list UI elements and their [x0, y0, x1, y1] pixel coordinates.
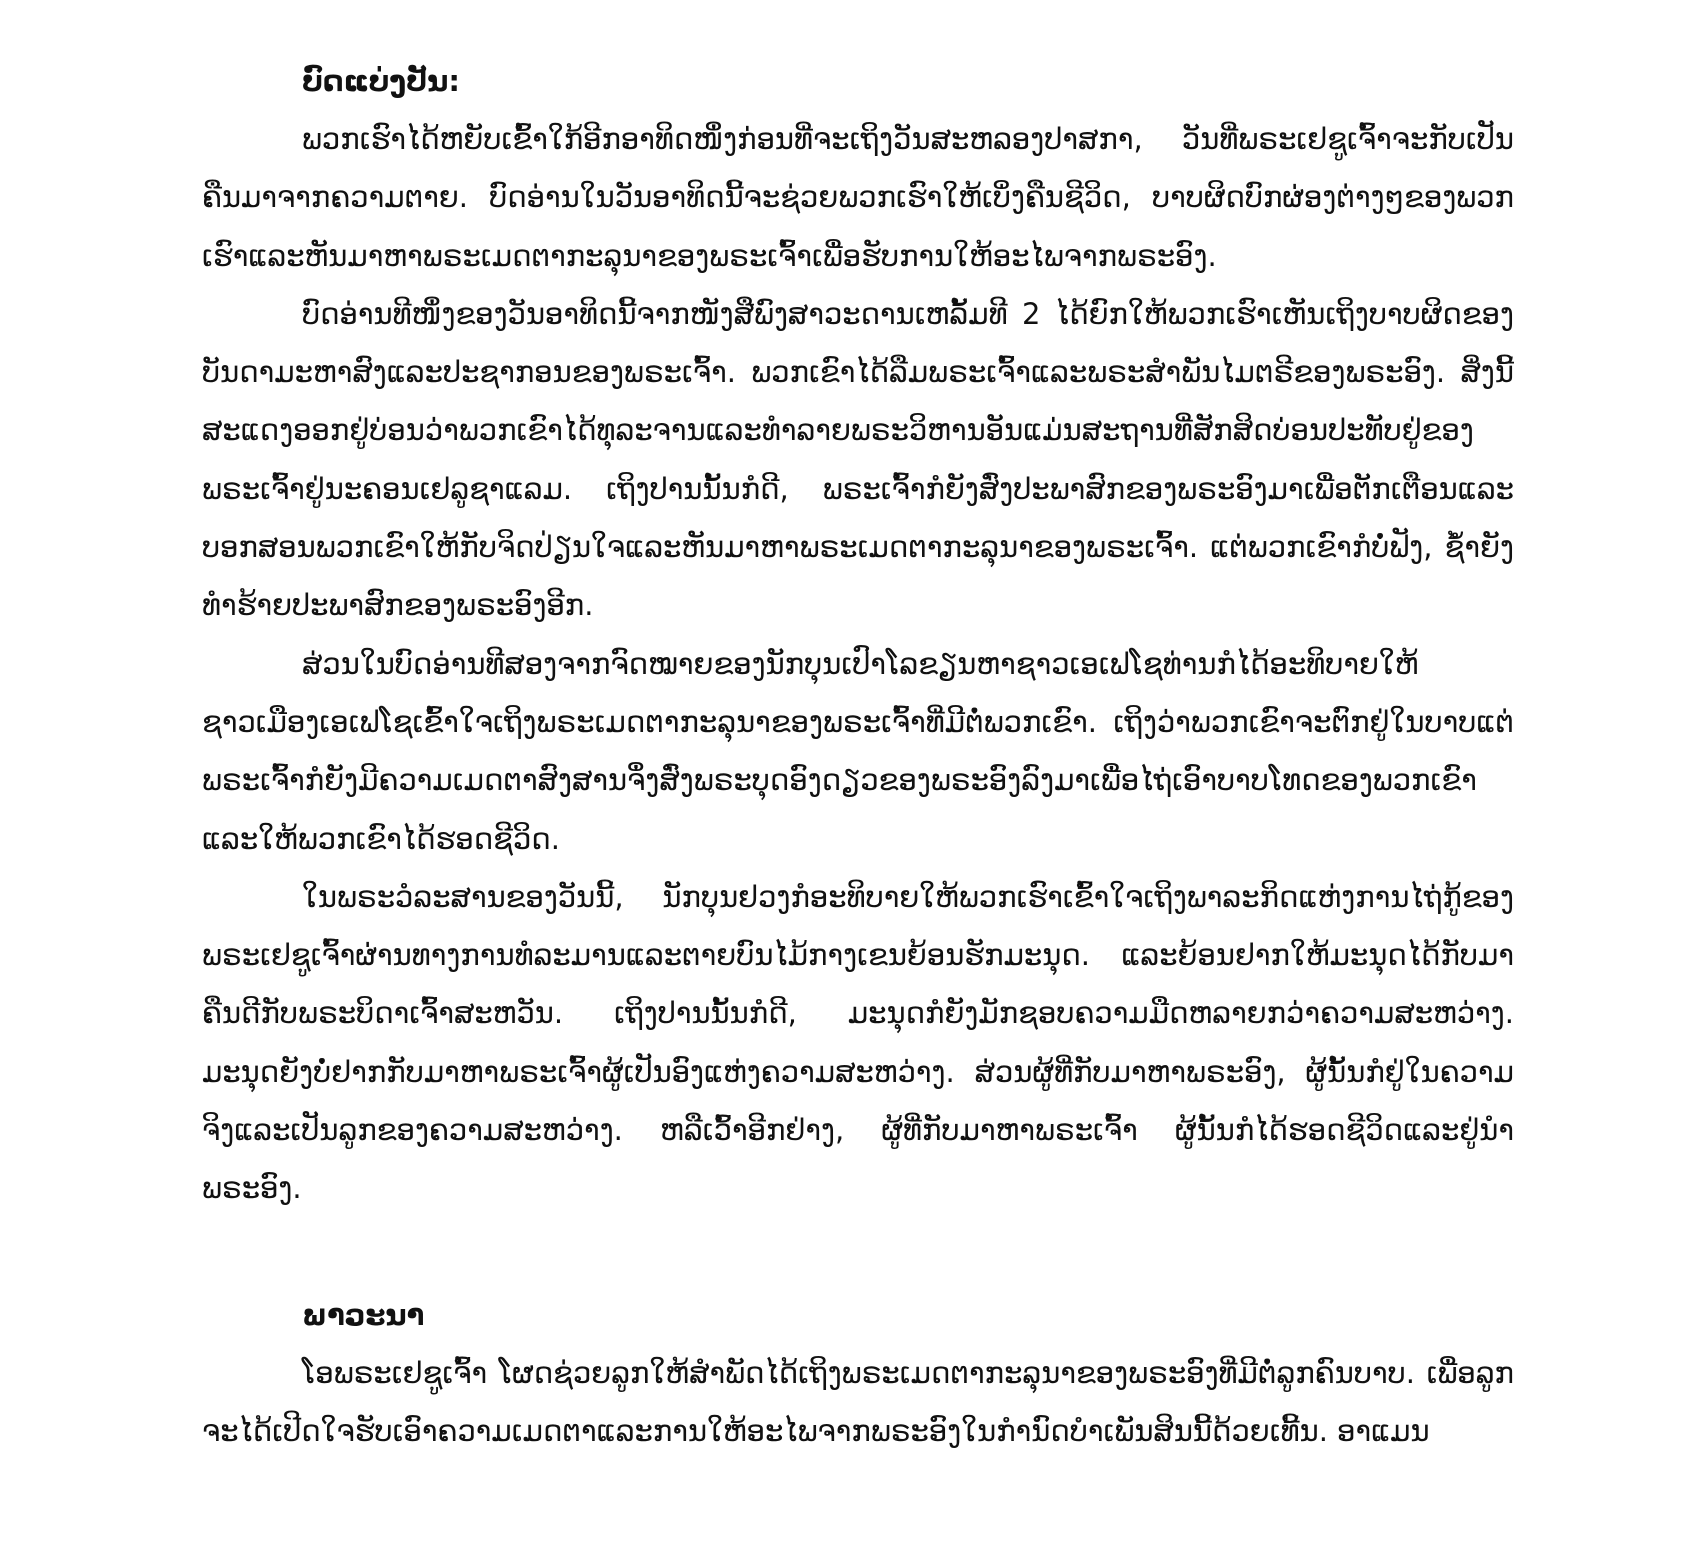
sharing-paragraph-1: ພວກເຮົາໄດ້ຫຍັບເຂົ້າໃກ້ອີກອາທິດໜຶ່ງກ່ອນທີ່ຈະເຖິງວັນສະຫລອງປາສກາ, ວັນທີ່ພຣະເຢຊູເຈົ້າຈະກັບເປັນຄືນມາຈາກຄວາມຕາຍ. ບົດອ່ານໃນວັນອາທິດນີ້ຈະຊ່ວຍພວກເຮົາໃຫ້ເບິ່ງຄືນຊີວິດ, ບາບຜິດບົກຜ່ອງຕ່າງໆຂອງພວກເຮົາແລະຫັນມາຫາພຣະເມດຕາກະລຸນາຂອງພຣະເຈົ້າເພື່ອຮັບການໃຫ້ອະໄພຈາກພຣະອົງ. — [202, 122, 1514, 273]
sharing-paragraph-3: ສ່ວນໃນບົດອ່ານທີສອງຈາກຈົດໝາຍຂອງນັກບຸນເປົາໂລຂຽນຫາຊາວເອເຟໂຊທ່ານກໍໄດ້ອະທິບາຍໃຫ້ຊາວເມືອງເອເຟໂຊເຂົ້າໃຈເຖິງພຣະເມດຕາກະລຸນາຂອງພຣະເຈົ້າທີ່ມີຕໍ່ພວກເຂົາ. ເຖິງວ່າພວກເຂົາຈະຕົກຢູ່ໃນບາບແຕ່ພຣະເຈົ້າກໍຍັງມີຄວາມເມດຕາສົງສານຈຶ່ງສົ່ງພຣະບຸດອົງດຽວຂອງພຣະອົງລົງມາເພື່ອໄຖ່ເອົາບາບໂທດຂອງພວກເຂົາແລະໃຫ້ພວກເຂົາໄດ້ຮອດຊີວິດ. — [202, 646, 1514, 856]
sharing-paragraph-4: ໃນພຣະວໍລະສານຂອງວັນນີ້, ນັກບຸນຢວງກໍອະທິບາຍໃຫ້ພວກເຮົາເຂົ້າໃຈເຖິງພາລະກິດແຫ່ງການໄຖ່ກູ້ຂອງພຣະເຢຊູເຈົ້າຜ່ານທາງການທໍລະມານແລະຕາຍບົນໄມ້ກາງເຂນຍ້ອນຮັກມະນຸດ. ແລະຍ້ອນຢາກໃຫ້ມະນຸດໄດ້ກັບມາຄືນດີກັບພຣະບິດາເຈົ້າສະຫວັນ. ເຖິງປານນັ້ນກໍດີ, ມະນຸດກໍຍັງມັກຊອບຄວາມມືດຫລາຍກວ່າຄວາມສະຫວ່າງ. ມະນຸດຍັງບໍ່ຢາກກັບມາຫາພຣະເຈົ້າຜູ້ເປັນອົງແຫ່ງຄວາມສະຫວ່າງ. ສ່ວນຜູ້ທີ່ກັບມາຫາພຣະອົງ, ຜູ້ນັ້ນກໍຢູ່ໃນຄວາມຈິງແລະເປັນລູກຂອງຄວາມສະຫວ່າງ. ຫລືເວົ້າອີກຢ່າງ, ຜູ້ທີ່ກັບມາຫາພຣະເຈົ້າ ຜູ້ນັ້ນກໍໄດ້ຮອດຊີວິດແລະຢູ່ນຳພຣະອົງ. — [202, 879, 1514, 1206]
section-heading-sharing: ບົດແບ່ງປັນ: — [302, 64, 460, 98]
prayer-paragraph: ໂອພຣະເຢຊູເຈົ້າ ໂຜດຊ່ວຍລູກໃຫ້ສຳພັດໄດ້ເຖິງພຣະເມດຕາກະລຸນາຂອງພຣະອົງທີ່ມີຕໍ່ລູກຄົນບາບ. ເພື່ອລູກຈະໄດ້ເປີດໃຈຮັບເອົາຄວາມເມດຕາແລະການໃຫ້ອະໄພຈາກພຣະອົງໃນກຳນົດບຳເພັນສິນນີ້ດ້ວຍເທີ້ນ. ອາແມນ — [202, 1355, 1514, 1448]
sharing-paragraph-2: ບົດອ່ານທີໜຶ່ງຂອງວັນອາທິດນີ້ຈາກໜັງສືພົງສາວະດານເຫລັ້ມທີ 2 ໄດ້ຍົກໃຫ້ພວກເຮົາເຫັນເຖິງບາບຜິດຂອງບັນດາມະຫາສົງແລະປະຊາກອນຂອງພຣະເຈົ້າ. ພວກເຂົາໄດ້ລືມພຣະເຈົ້າແລະພຣະສຳພັນໄມຕຣີຂອງພຣະອົງ. ສິ່ງນີ້ສະແດງອອກຢູ່ບ່ອນວ່າພວກເຂົາໄດ້ທຸລະຈານແລະທຳລາຍພຣະວິຫານອັນແມ່ນສະຖານທີ່ສັກສິດບ່ອນປະທັບຢູ່ຂອງພຣະເຈົ້າຢູ່ນະຄອນເຢລູຊາແລມ. ເຖິງປານນັ້ນກໍດີ, ພຣະເຈົ້າກໍຍັງສົ່ງປະພາສົກຂອງພຣະອົງມາເພື່ອຕັກເຕືອນແລະບອກສອນພວກເຂົາໃຫ້ກັບຈິດປ່ຽນໃຈແລະຫັນມາຫາພຣະເມດຕາກະລຸນາຂອງພຣະເຈົ້າ. ແຕ່ພວກເຂົາກໍບໍ່ຟັງ, ຊ້ຳຍັງທຳຮ້າຍປະພາສົກຂອງພຣະອົງອີກ. — [202, 296, 1514, 623]
section-heading-prayer: ພາວະນາ — [302, 1297, 425, 1332]
document-body — [202, 52, 1514, 1460]
section-spacer — [202, 1218, 1514, 1286]
